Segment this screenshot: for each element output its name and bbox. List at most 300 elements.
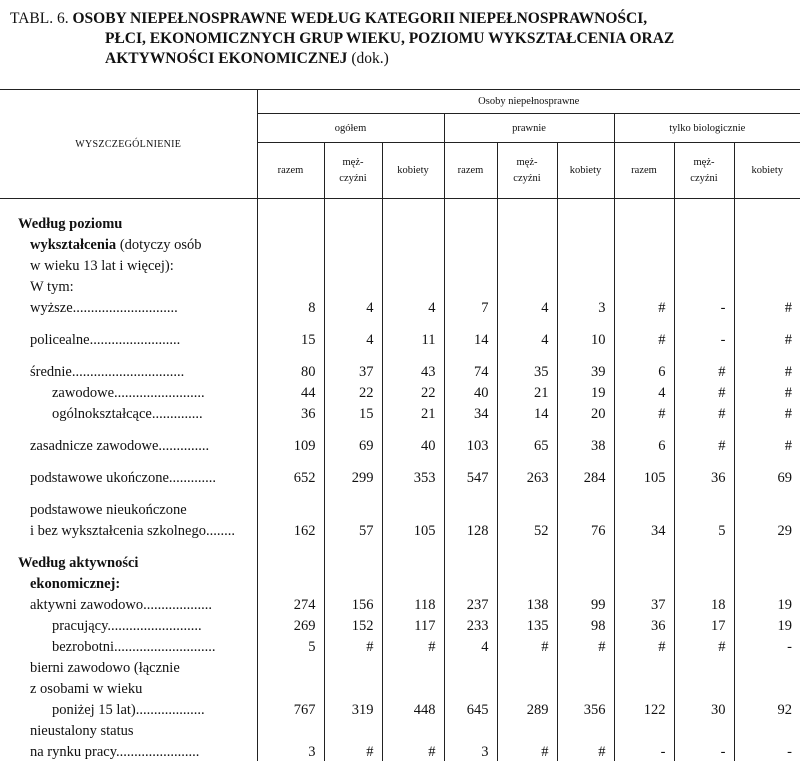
table-cell	[734, 423, 800, 434]
title-line-1: OSOBY NIEPEŁNOSPRAWNE WEDŁUG KATEGORII NIEPEŁNOSPRAWNOŚCI,	[72, 10, 648, 27]
row-label	[0, 199, 257, 233]
table-row	[0, 635, 800, 656]
table-cell: 30	[674, 698, 734, 719]
table-cell: #	[614, 296, 674, 317]
table-row	[0, 593, 800, 614]
table-cell: 19	[734, 593, 800, 614]
table-cell: #	[734, 296, 800, 317]
table-cell: 69	[734, 466, 800, 487]
table-cell	[497, 551, 557, 572]
row-label	[0, 233, 257, 254]
row-label-text: poniżej 15 lat)...................	[52, 701, 205, 718]
table-cell: #	[382, 635, 444, 656]
table-cell: #	[734, 381, 800, 402]
table-cell: 29	[734, 519, 800, 540]
table-cell	[324, 719, 382, 740]
row-label	[0, 455, 257, 466]
table-cell	[557, 572, 614, 593]
table-cell	[257, 349, 324, 360]
title-line-2: PŁCI, EKONOMICZNYCH GRUP WIEKU, POZIOMU WYKSZTAŁCENIA ORAZ	[105, 30, 675, 47]
table-cell: 40	[444, 381, 497, 402]
row-label	[0, 434, 257, 455]
column-header: kobiety	[382, 143, 444, 199]
table-cell: 52	[497, 519, 557, 540]
table-cell	[257, 275, 324, 296]
table-cell	[557, 233, 614, 254]
table-cell	[257, 498, 324, 519]
table-row	[0, 199, 800, 233]
table-cell: #	[324, 635, 382, 656]
table-cell: 8	[257, 296, 324, 317]
table-cell	[324, 487, 382, 498]
table-cell	[497, 349, 557, 360]
table-cell	[382, 233, 444, 254]
table-cell	[674, 551, 734, 572]
table-cell: 34	[444, 402, 497, 423]
table-cell: 4	[324, 296, 382, 317]
row-label	[0, 328, 257, 349]
row-label	[0, 519, 257, 540]
table-cell: 36	[257, 402, 324, 423]
table-cell	[734, 487, 800, 498]
table-cell	[614, 349, 674, 360]
table-cell	[674, 423, 734, 434]
table-cell: 263	[497, 466, 557, 487]
table-row	[0, 466, 800, 487]
table-cell: #	[674, 402, 734, 423]
table-cell: 80	[257, 360, 324, 381]
table-cell: #	[614, 402, 674, 423]
table-cell: 767	[257, 698, 324, 719]
column-header: męż- czyźni	[497, 143, 557, 199]
table-cell	[444, 677, 497, 698]
table-cell	[734, 656, 800, 677]
table-cell: 5	[257, 635, 324, 656]
table-cell: 43	[382, 360, 444, 381]
table-cell	[444, 349, 497, 360]
table-cell: 65	[497, 434, 557, 455]
table-row	[0, 349, 800, 360]
table-row	[0, 614, 800, 635]
row-label	[0, 614, 257, 635]
table-cell: -	[614, 740, 674, 761]
table-row	[0, 740, 800, 761]
table-cell: 138	[497, 593, 557, 614]
table-cell	[324, 656, 382, 677]
table-cell	[734, 349, 800, 360]
table-cell: -	[674, 296, 734, 317]
table-row	[0, 498, 800, 519]
table-cell	[382, 656, 444, 677]
table-cell	[734, 551, 800, 572]
table-cell: 156	[324, 593, 382, 614]
table-cell	[324, 551, 382, 572]
table-cell: 237	[444, 593, 497, 614]
table-cell	[674, 719, 734, 740]
column-header: męż- czyźni	[674, 143, 734, 199]
table-cell	[497, 233, 557, 254]
table-cell: #	[324, 740, 382, 761]
table-cell	[614, 254, 674, 275]
table-cell	[444, 540, 497, 551]
table-cell	[382, 349, 444, 360]
row-label	[0, 296, 257, 317]
table-cell	[557, 455, 614, 466]
row-label	[0, 498, 257, 519]
table-row	[0, 698, 800, 719]
table-cell: 645	[444, 698, 497, 719]
table-cell	[557, 254, 614, 275]
table-cell	[674, 656, 734, 677]
table-cell: 353	[382, 466, 444, 487]
table-cell: 15	[257, 328, 324, 349]
table-cell	[444, 233, 497, 254]
table-cell: #	[674, 381, 734, 402]
table-cell: 14	[497, 402, 557, 423]
column-header: kobiety	[557, 143, 614, 199]
table-cell: 122	[614, 698, 674, 719]
row-label	[0, 698, 257, 719]
table-row	[0, 296, 800, 317]
table-cell	[444, 455, 497, 466]
table-cell	[614, 572, 674, 593]
table-cell	[324, 317, 382, 328]
row-label-text: W tym:	[30, 278, 74, 295]
row-label-text: policealne.........................	[30, 331, 181, 348]
row-label	[0, 402, 257, 423]
row-label-text: podstawowe ukończone.............	[30, 469, 217, 486]
table-cell: 19	[734, 614, 800, 635]
table-cell	[444, 423, 497, 434]
table-cell: 15	[324, 402, 382, 423]
table-row	[0, 423, 800, 434]
table-cell	[557, 487, 614, 498]
header-wyszczegolnienie: WYSZCZEGÓLNIENIE	[0, 90, 257, 199]
column-header: razem	[614, 143, 674, 199]
table-row	[0, 519, 800, 540]
row-label-text: zawodowe.........................	[52, 384, 205, 401]
table-row	[0, 402, 800, 423]
row-label-text: Według aktywności	[18, 554, 139, 571]
table-cell: 284	[557, 466, 614, 487]
table-cell: 10	[557, 328, 614, 349]
table-cell	[614, 498, 674, 519]
table-cell: #	[734, 360, 800, 381]
table-cell	[444, 487, 497, 498]
table-cell: #	[734, 328, 800, 349]
table-cell	[734, 572, 800, 593]
row-label	[0, 719, 257, 740]
table-cell	[257, 233, 324, 254]
table-cell: 274	[257, 593, 324, 614]
table-cell	[734, 540, 800, 551]
table-cell	[324, 423, 382, 434]
table-cell: 5	[674, 519, 734, 540]
table-cell	[614, 487, 674, 498]
table-cell	[557, 719, 614, 740]
table-cell: 17	[674, 614, 734, 635]
table-cell: 448	[382, 698, 444, 719]
table-cell: 547	[444, 466, 497, 487]
table-cell: 299	[324, 466, 382, 487]
table-title	[10, 9, 790, 69]
table-cell	[444, 572, 497, 593]
table-cell: 4	[444, 635, 497, 656]
table-cell	[674, 349, 734, 360]
table-cell	[557, 656, 614, 677]
table-cell: 4	[382, 296, 444, 317]
row-label-text: z osobami w wieku	[30, 680, 143, 697]
row-label-extra: (dotyczy osób	[116, 236, 202, 253]
table-cell	[444, 656, 497, 677]
table-cell: 14	[444, 328, 497, 349]
table-cell: #	[382, 740, 444, 761]
table-cell: 109	[257, 434, 324, 455]
table-cell	[444, 254, 497, 275]
row-label-text: bezrobotni............................	[52, 638, 216, 655]
table-cell	[382, 540, 444, 551]
table-cell	[444, 317, 497, 328]
table-cell	[674, 677, 734, 698]
table-cell: 76	[557, 519, 614, 540]
table-cell: 39	[557, 360, 614, 381]
table-cell	[382, 254, 444, 275]
table-row	[0, 275, 800, 296]
table-cell	[324, 199, 382, 233]
row-label-text: aktywni zawodowo...................	[30, 596, 213, 613]
table-cell	[497, 498, 557, 519]
table-cell	[557, 540, 614, 551]
table-cell	[734, 199, 800, 233]
table-cell	[497, 423, 557, 434]
table-cell: 21	[497, 381, 557, 402]
table-cell: 69	[324, 434, 382, 455]
table-row	[0, 434, 800, 455]
table-cell: #	[674, 434, 734, 455]
row-label	[0, 740, 257, 761]
table-cell: 128	[444, 519, 497, 540]
table-cell: 37	[614, 593, 674, 614]
row-label-text: na rynku pracy.......................	[30, 743, 200, 760]
table-cell	[497, 199, 557, 233]
table-cell: 652	[257, 466, 324, 487]
table-body	[0, 199, 800, 761]
table-cell	[257, 656, 324, 677]
table-cell: #	[557, 635, 614, 656]
table-cell: 4	[497, 296, 557, 317]
row-label	[0, 635, 257, 656]
table-cell	[257, 540, 324, 551]
table-cell	[324, 233, 382, 254]
table-cell: #	[497, 740, 557, 761]
table-cell	[734, 254, 800, 275]
table-cell: #	[614, 635, 674, 656]
table-cell	[444, 719, 497, 740]
table-cell: #	[497, 635, 557, 656]
row-label-text: podstawowe nieukończone	[30, 501, 187, 518]
table-cell	[497, 275, 557, 296]
table-cell	[257, 677, 324, 698]
table-cell: 7	[444, 296, 497, 317]
table-cell	[382, 487, 444, 498]
table-cell	[674, 498, 734, 519]
table-cell	[257, 199, 324, 233]
table-cell	[734, 719, 800, 740]
table-cell	[734, 275, 800, 296]
row-label-text: nieustalony status	[30, 722, 134, 739]
table-cell: 34	[614, 519, 674, 540]
table-cell	[324, 572, 382, 593]
table-row	[0, 360, 800, 381]
table-cell	[382, 275, 444, 296]
table-cell: 269	[257, 614, 324, 635]
table-cell: #	[734, 402, 800, 423]
table-cell	[557, 317, 614, 328]
table-row	[0, 233, 800, 254]
table-cell: #	[674, 360, 734, 381]
table-cell: 98	[557, 614, 614, 635]
table-cell: 19	[557, 381, 614, 402]
table-cell: 18	[674, 593, 734, 614]
table-cell	[557, 275, 614, 296]
row-label-text: wyższe.............................	[30, 299, 178, 316]
row-label	[0, 317, 257, 328]
header-osoby: Osoby niepełnosprawne	[257, 90, 800, 114]
table-cell	[734, 677, 800, 698]
table-cell: -	[734, 740, 800, 761]
table-cell	[557, 551, 614, 572]
table-cell: 103	[444, 434, 497, 455]
row-label	[0, 381, 257, 402]
table-cell	[674, 233, 734, 254]
table-cell: 20	[557, 402, 614, 423]
table-row	[0, 572, 800, 593]
table-cell: 57	[324, 519, 382, 540]
table-cell: 118	[382, 593, 444, 614]
table-cell: 37	[324, 360, 382, 381]
table-cell	[382, 498, 444, 519]
table-cell	[557, 677, 614, 698]
table-cell: 117	[382, 614, 444, 635]
table-cell: 4	[324, 328, 382, 349]
table-cell	[382, 199, 444, 233]
table-cell	[497, 656, 557, 677]
table-cell	[257, 487, 324, 498]
table-cell: 74	[444, 360, 497, 381]
table-cell	[614, 275, 674, 296]
table-cell	[734, 233, 800, 254]
table-cell: 11	[382, 328, 444, 349]
row-label	[0, 466, 257, 487]
data-table	[0, 89, 800, 761]
table-cell: -	[674, 740, 734, 761]
row-label-text: i bez wykształcenia szkolnego........	[30, 522, 235, 539]
table-cell	[557, 498, 614, 519]
table-cell: 21	[382, 402, 444, 423]
table-cell: 35	[497, 360, 557, 381]
table-cell	[444, 551, 497, 572]
table-cell	[444, 199, 497, 233]
header-group-ogolem: ogółem	[257, 114, 444, 143]
table-cell	[324, 540, 382, 551]
table-cell: #	[557, 740, 614, 761]
row-label-text: w wieku 13 lat i więcej):	[30, 257, 174, 274]
header-group-prawnie: prawnie	[444, 114, 614, 143]
table-cell	[324, 455, 382, 466]
row-label	[0, 254, 257, 275]
title-line-3: AKTYWNOŚCI EKONOMICZNEJ	[105, 50, 348, 67]
table-row	[0, 487, 800, 498]
table-row	[0, 677, 800, 698]
row-label-text: wykształcenia	[30, 236, 117, 253]
table-cell	[614, 199, 674, 233]
table-cell	[734, 455, 800, 466]
table-cell: 38	[557, 434, 614, 455]
table-row	[0, 540, 800, 551]
table-cell	[614, 677, 674, 698]
table-cell	[382, 551, 444, 572]
row-label-text: pracujący..........................	[52, 617, 202, 634]
table-cell: 233	[444, 614, 497, 635]
table-cell	[497, 572, 557, 593]
row-label	[0, 540, 257, 551]
table-cell	[614, 423, 674, 434]
row-label-text: Według poziomu	[18, 215, 123, 232]
table-cell	[734, 317, 800, 328]
table-cell: 40	[382, 434, 444, 455]
row-label	[0, 423, 257, 434]
table-cell	[674, 254, 734, 275]
table-cell	[257, 551, 324, 572]
table-cell	[257, 423, 324, 434]
table-cell: 3	[557, 296, 614, 317]
table-cell: 105	[382, 519, 444, 540]
table-cell: 36	[614, 614, 674, 635]
table-cell	[324, 498, 382, 519]
table-cell	[674, 487, 734, 498]
table-cell	[557, 199, 614, 233]
row-label	[0, 360, 257, 381]
table-cell: #	[674, 635, 734, 656]
header-group-biologicznie: tylko biologicznie	[614, 114, 800, 143]
table-cell	[382, 317, 444, 328]
row-label	[0, 593, 257, 614]
row-label-text: średnie...............................	[30, 363, 185, 380]
table-cell	[674, 455, 734, 466]
row-label-text: zasadnicze zawodowe..............	[30, 437, 210, 454]
table-cell	[444, 275, 497, 296]
table-cell	[382, 677, 444, 698]
table-row	[0, 656, 800, 677]
table-cell	[497, 317, 557, 328]
table-cell: 22	[324, 381, 382, 402]
title-suffix: (dok.)	[351, 50, 389, 67]
table-cell: -	[734, 635, 800, 656]
table-cell	[614, 233, 674, 254]
table-cell: 135	[497, 614, 557, 635]
row-label	[0, 349, 257, 360]
table-cell: 92	[734, 698, 800, 719]
table-cell	[674, 199, 734, 233]
table-cell	[324, 275, 382, 296]
table-row	[0, 381, 800, 402]
table-cell	[674, 540, 734, 551]
row-label	[0, 487, 257, 498]
table-cell	[734, 498, 800, 519]
table-cell	[382, 455, 444, 466]
table-cell	[557, 349, 614, 360]
table-cell	[614, 719, 674, 740]
